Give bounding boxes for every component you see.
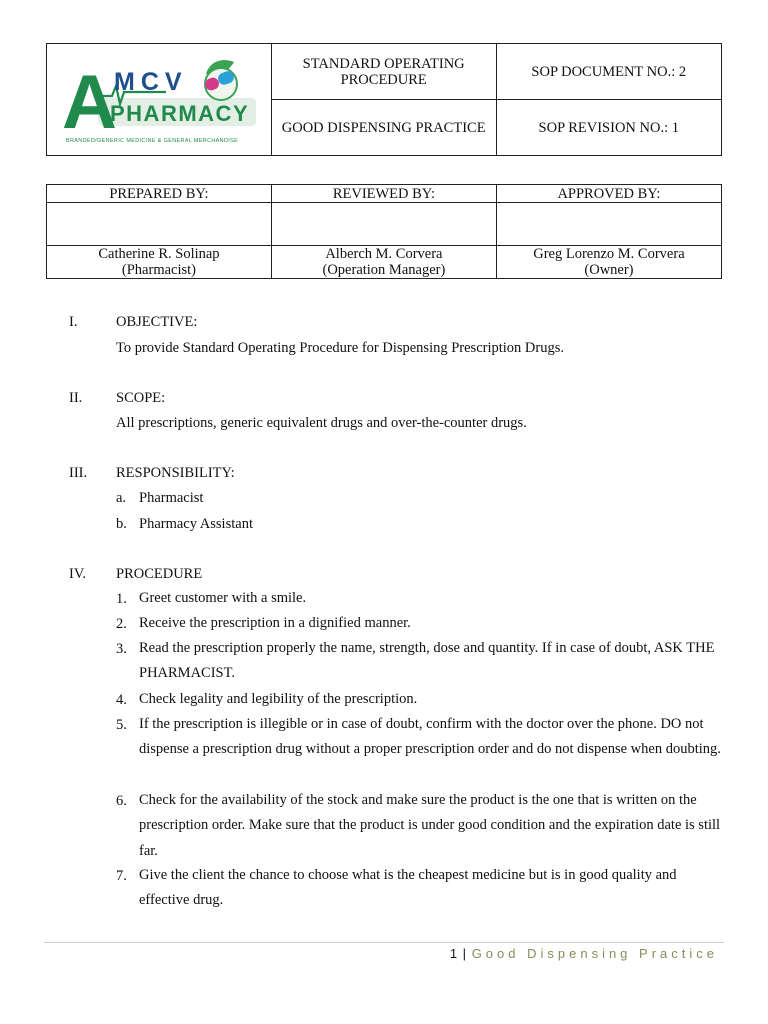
prepared-signature-box [47,203,272,246]
reviewer-name: Alberch M. Corvera [325,246,443,262]
logo-word: PHARMACY [110,100,250,126]
list-marker: 3. [116,641,127,657]
logo-tagline: BRANDED/GENERIC MEDICINE & GENERAL MERCHANDISE [66,137,239,144]
list-item: Pharmacy Assistant [139,516,253,532]
amcv-pharmacy-logo [56,56,261,148]
prepared-by-header: PREPARED BY: [47,185,272,203]
list-item: Give the client the chance to choose what is the cheapest medicine but is in good quality and effective drug. [139,867,677,909]
list-item: Receive the prescription in a dignified manner. [139,615,411,631]
footer-title: Good Dispensing Practice [471,946,718,961]
approver-name: Greg Lorenzo M. Corvera [533,246,685,262]
footer-separator: | [462,946,467,961]
section-numeral: III. [69,465,88,481]
section-title: PROCEDURE [116,566,203,582]
revision-no-cell: SOP REVISION NO.: 1 [496,100,721,156]
reviewed-signature-box [271,203,496,246]
list-marker: 5. [116,717,127,733]
preparer-name: Catherine R. Solinap [98,246,220,262]
logo-big-letter: A [62,59,118,145]
reviewer-cell [271,246,496,279]
section-title: RESPONSIBILITY: [116,465,235,481]
list-marker: 4. [116,692,127,708]
sop-title-cell: STANDARD OPERATING PROCEDURE [271,44,496,100]
list-marker: 1. [116,591,127,607]
footer-divider [44,942,724,943]
section-numeral: IV. [69,566,87,582]
preparer-cell [47,246,272,279]
page-footer [450,946,718,961]
list-marker: b. [116,516,127,532]
list-item: Read the prescription properly the name, strength, dose and quantity. If in case of doubt, ASK THE PHARMACIST. [139,640,715,682]
approved-by-header: APPROVED BY: [496,185,721,203]
sop-header-table [46,43,722,156]
section-title: SCOPE: [116,390,166,406]
list-item: Check for the availability of the stock and make sure the product is the one that is written on the prescription order. Make sure that the product is under good condition and the expiration date is still far. [139,792,721,859]
reviewer-role: (Operation Manager) [322,262,446,278]
approved-signature-box [496,203,721,246]
logo-letters: MCV [114,67,188,96]
list-marker: 7. [116,868,127,884]
reviewed-by-header: REVIEWED BY: [271,185,496,203]
capsule-leaf-icon [204,60,238,100]
section-text: To provide Standard Operating Procedure for Dispensing Prescription Drugs. [116,340,564,356]
logo-cell [47,44,272,156]
approver-cell [496,246,721,279]
section-title: OBJECTIVE: [116,314,198,330]
list-marker: a. [116,490,127,506]
list-item: Check legality and legibility of the prescription. [139,691,418,707]
section-numeral: II. [69,390,83,406]
section-numeral: I. [69,314,78,330]
approver-role: (Owner) [584,262,634,278]
list-marker: 6. [116,793,127,809]
sop-doc-no-cell: SOP DOCUMENT NO.: 2 [496,44,721,100]
list-item: Pharmacist [139,490,204,506]
section-text: All prescriptions, generic equivalent drugs and over-the-counter drugs. [116,415,527,431]
subject-cell: GOOD DISPENSING PRACTICE [271,100,496,156]
page-number: 1 [449,946,458,961]
list-item: If the prescription is illegible or in case of doubt, confirm with the doctor over the phone. DO not dispense a prescription drug without a proper prescription order and do not dispense when doubting. [139,716,721,758]
list-marker: 2. [116,616,127,632]
approval-table [46,184,722,279]
preparer-role: (Pharmacist) [121,262,196,278]
list-item: Greet customer with a smile. [139,590,307,606]
